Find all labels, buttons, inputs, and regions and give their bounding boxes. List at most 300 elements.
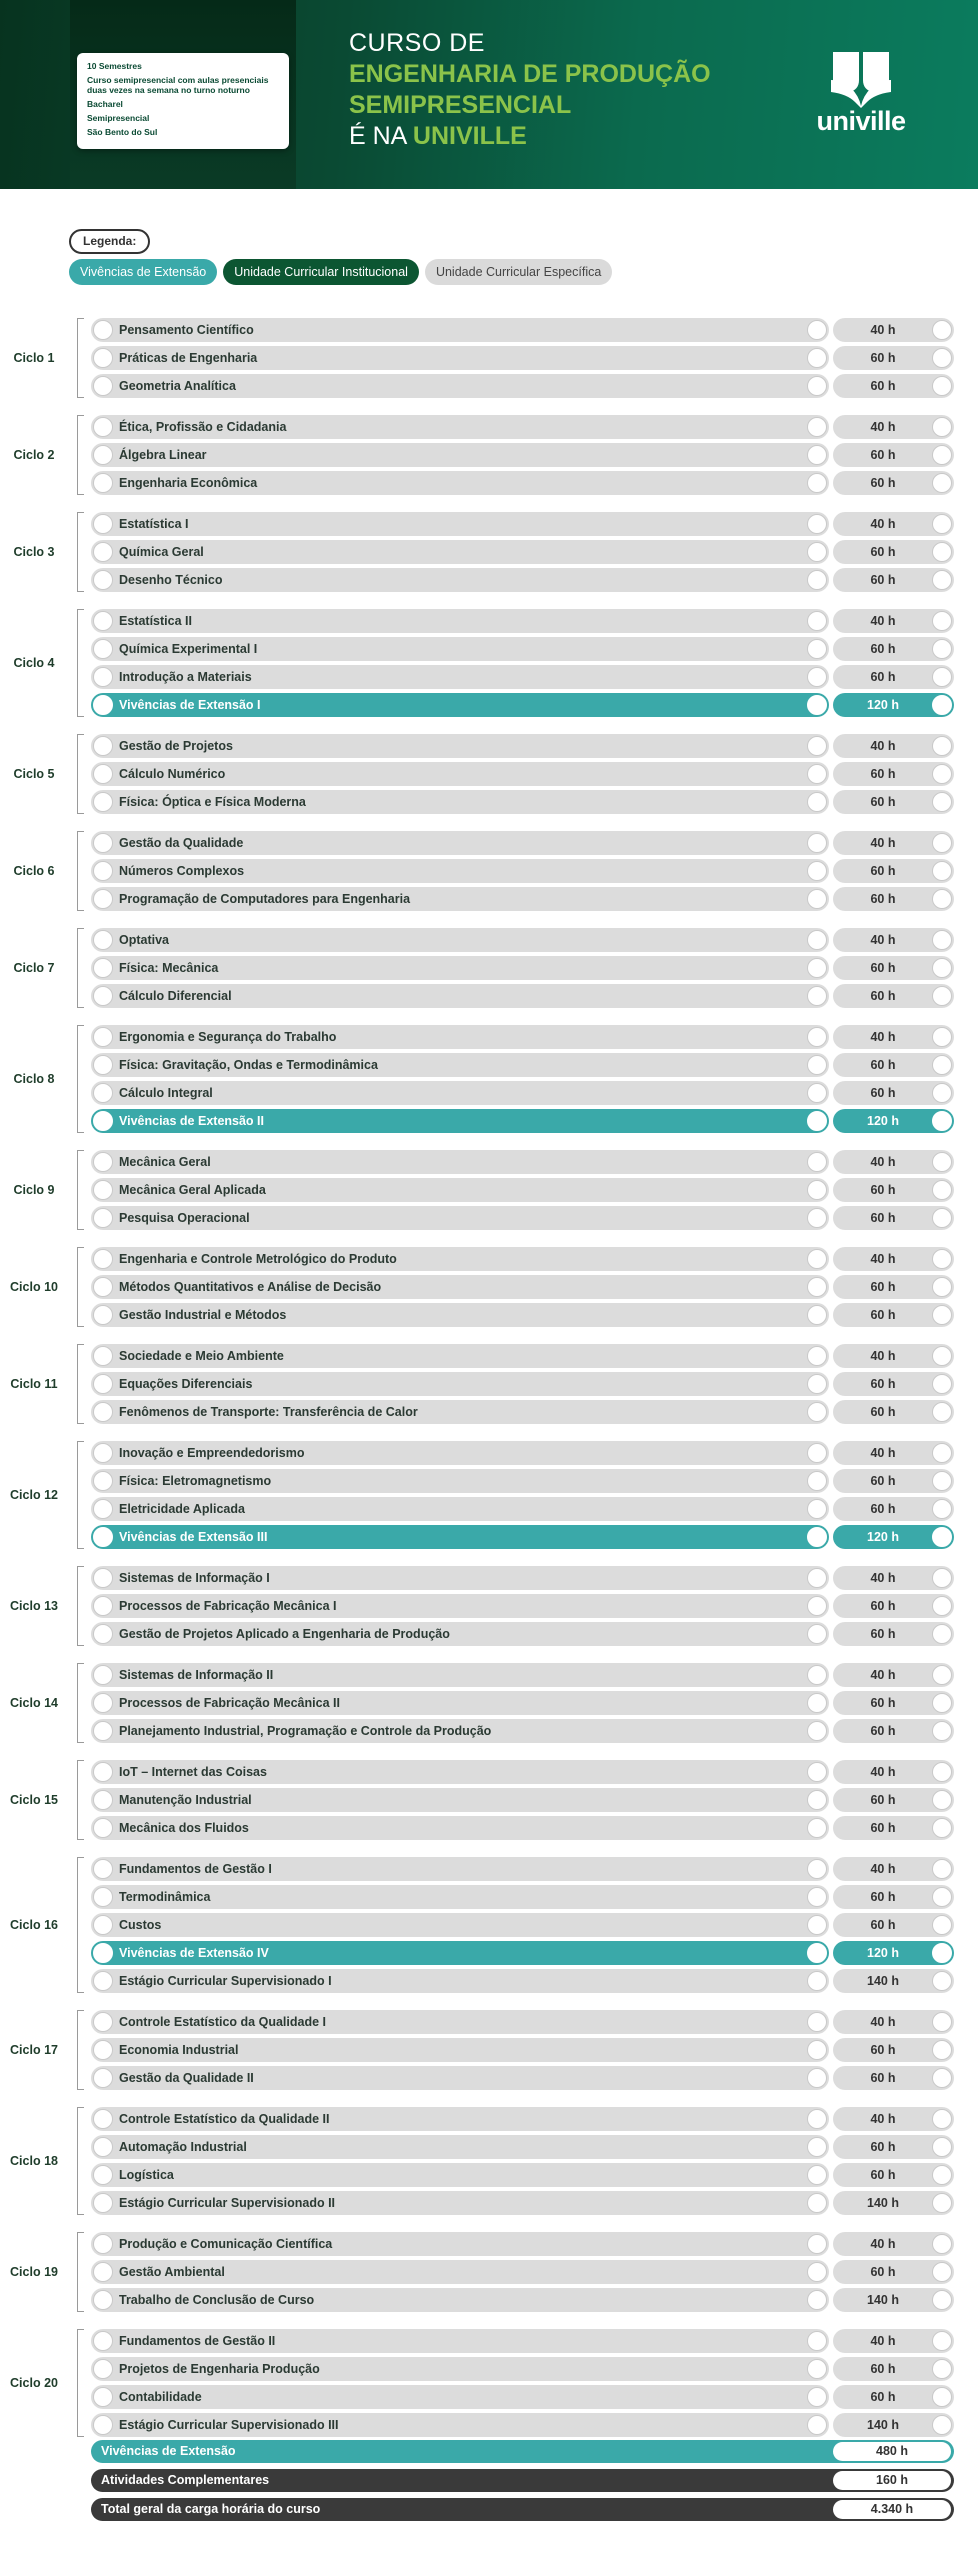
course-hours: 60 h	[870, 2265, 896, 2279]
course-bar	[91, 568, 829, 592]
course-row	[0, 760, 978, 788]
toggle-circle-icon	[807, 1527, 827, 1547]
toggle-circle-icon	[807, 889, 827, 909]
course-hours: 60 h	[870, 1308, 896, 1322]
cycle-label: Ciclo 9	[13, 1183, 55, 1197]
course-name: Cálculo Numérico	[119, 767, 226, 781]
toggle-circle-icon	[932, 1027, 952, 1047]
course-hours: 40 h	[870, 2015, 896, 2029]
course-hours: 60 h	[870, 1502, 896, 1516]
course-bar	[91, 374, 829, 398]
toggle-circle-icon	[932, 417, 952, 437]
course-row	[0, 1967, 978, 1995]
course-bar	[91, 609, 829, 633]
toggle-circle-icon	[807, 1443, 827, 1463]
toggle-circle-icon	[807, 1943, 827, 1963]
extension-course-row	[0, 1939, 978, 1967]
toggle-circle-icon	[807, 1971, 827, 1991]
hours-bar	[833, 1663, 954, 1687]
hours-bar	[833, 887, 954, 911]
toggle-circle-icon	[807, 1055, 827, 1075]
toggle-circle-icon	[932, 1971, 952, 1991]
hours-bar	[833, 734, 954, 758]
toggle-circle-icon	[932, 889, 952, 909]
hours-bar	[833, 2010, 954, 2034]
toggle-circle-icon	[93, 1665, 113, 1685]
course-bar	[91, 1760, 829, 1784]
course-hours: 60 h	[870, 2140, 896, 2154]
course-row	[0, 607, 978, 635]
hours-bar	[833, 1622, 954, 1646]
course-bar	[91, 984, 829, 1008]
course-row	[0, 2327, 978, 2355]
hours-bar	[833, 1525, 954, 1549]
course-bar	[91, 2010, 829, 2034]
toggle-circle-icon	[93, 833, 113, 853]
toggle-circle-icon	[93, 348, 113, 368]
toggle-circle-icon	[93, 1624, 113, 1644]
hours-bar	[833, 1275, 954, 1299]
toggle-circle-icon	[932, 2165, 952, 2185]
course-row	[0, 1342, 978, 1370]
cycle-block	[0, 1023, 978, 1135]
course-bar	[91, 1719, 829, 1743]
cycle-block	[0, 926, 978, 1010]
cycle-block	[0, 1661, 978, 1745]
course-name: Introdução a Materiais	[119, 670, 252, 684]
course-bar	[91, 1109, 829, 1133]
toggle-circle-icon	[932, 1443, 952, 1463]
hours-bar	[833, 1400, 954, 1424]
course-row	[0, 1148, 978, 1176]
course-name: Custos	[119, 1918, 162, 1932]
hours-bar	[833, 1816, 954, 1840]
toggle-circle-icon	[932, 833, 952, 853]
course-hours: 40 h	[870, 1349, 896, 1363]
toggle-circle-icon	[93, 2193, 113, 2213]
toggle-circle-icon	[932, 764, 952, 784]
course-name: Gestão da Qualidade II	[119, 2071, 254, 2085]
toggle-circle-icon	[93, 2068, 113, 2088]
course-hours: 60 h	[870, 448, 896, 462]
course-bar	[91, 2413, 829, 2437]
toggle-circle-icon	[93, 639, 113, 659]
hours-bar	[833, 1081, 954, 1105]
cycle-label: Ciclo 14	[10, 1696, 58, 1710]
toggle-circle-icon	[932, 2387, 952, 2407]
header-banner	[0, 0, 978, 189]
course-hours: 60 h	[870, 767, 896, 781]
hours-bar	[833, 2385, 954, 2409]
legend-title: Legenda:	[69, 229, 150, 254]
toggle-circle-icon	[93, 1346, 113, 1366]
course-row	[0, 1398, 978, 1426]
toggle-circle-icon	[807, 2012, 827, 2032]
toggle-circle-icon	[93, 473, 113, 493]
course-hours: 40 h	[870, 1668, 896, 1682]
toggle-circle-icon	[93, 1762, 113, 1782]
toggle-circle-icon	[807, 2415, 827, 2435]
extension-course-row	[0, 1107, 978, 1135]
toggle-circle-icon	[807, 736, 827, 756]
title-line-1: CURSO DE	[349, 29, 485, 57]
toggle-circle-icon	[807, 667, 827, 687]
cycle-block	[0, 1758, 978, 1842]
total-bar	[91, 2440, 954, 2463]
hours-bar	[833, 790, 954, 814]
course-name: Programação de Computadores para Engenharia	[119, 892, 411, 906]
course-row	[0, 1467, 978, 1495]
toggle-circle-icon	[93, 514, 113, 534]
course-hours: 60 h	[870, 351, 896, 365]
hours-bar	[833, 1053, 954, 1077]
course-row	[0, 2411, 978, 2439]
course-bar	[91, 1150, 829, 1174]
toggle-circle-icon	[807, 2137, 827, 2157]
total-value: 4.340 h	[833, 2500, 951, 2519]
hours-bar	[833, 1441, 954, 1465]
course-bar	[91, 1497, 829, 1521]
course-hours: 60 h	[870, 1280, 896, 1294]
toggle-circle-icon	[807, 2262, 827, 2282]
toggle-circle-icon	[93, 1152, 113, 1172]
course-hours: 60 h	[870, 1696, 896, 1710]
hours-bar	[833, 1719, 954, 1743]
toggle-circle-icon	[93, 1943, 113, 1963]
course-name: Álgebra Linear	[119, 448, 207, 462]
toggle-circle-icon	[93, 570, 113, 590]
course-name: Engenharia e Controle Metrológico do Produto	[119, 1252, 397, 1266]
total-label: Vivências de Extensão	[101, 2444, 236, 2458]
course-bar	[91, 1969, 829, 1993]
toggle-circle-icon	[807, 1818, 827, 1838]
cycle-block	[0, 607, 978, 719]
course-bar	[91, 637, 829, 661]
toggle-circle-icon	[93, 417, 113, 437]
cycle-block	[0, 2008, 978, 2092]
hours-bar	[833, 1941, 954, 1965]
toggle-circle-icon	[807, 639, 827, 659]
course-hours: 120 h	[867, 698, 899, 712]
course-name: Optativa	[119, 933, 170, 947]
course-row	[0, 732, 978, 760]
toggle-circle-icon	[807, 2290, 827, 2310]
course-row	[0, 2189, 978, 2217]
toggle-circle-icon	[807, 1665, 827, 1685]
course-bar	[91, 2107, 829, 2131]
course-hours: 60 h	[870, 2071, 896, 2085]
toggle-circle-icon	[932, 1208, 952, 1228]
toggle-circle-icon	[807, 445, 827, 465]
course-row	[0, 441, 978, 469]
course-row	[0, 1661, 978, 1689]
toggle-circle-icon	[807, 2040, 827, 2060]
hours-bar	[833, 1344, 954, 1368]
toggle-circle-icon	[807, 1346, 827, 1366]
course-bar	[91, 346, 829, 370]
toggle-circle-icon	[932, 2193, 952, 2213]
toggle-circle-icon	[932, 1499, 952, 1519]
course-row	[0, 1620, 978, 1648]
course-hours: 120 h	[867, 1114, 899, 1128]
total-row	[0, 2495, 978, 2524]
cycle-block	[0, 510, 978, 594]
course-hours: 60 h	[870, 864, 896, 878]
course-bar	[91, 512, 829, 536]
course-info-card	[77, 53, 289, 149]
course-name: Física: Gravitação, Ondas e Termodinâmica	[119, 1058, 378, 1072]
cycle-block	[0, 413, 978, 497]
toggle-circle-icon	[932, 2415, 952, 2435]
course-hours: 140 h	[867, 1974, 899, 1988]
toggle-circle-icon	[93, 1568, 113, 1588]
toggle-circle-icon	[932, 514, 952, 534]
toggle-circle-icon	[932, 1943, 952, 1963]
course-row	[0, 1245, 978, 1273]
toggle-circle-icon	[93, 2290, 113, 2310]
cycle-block	[0, 2327, 978, 2439]
hours-bar	[833, 1469, 954, 1493]
hours-bar	[833, 1150, 954, 1174]
toggle-circle-icon	[93, 1208, 113, 1228]
toggle-circle-icon	[932, 2234, 952, 2254]
course-row	[0, 829, 978, 857]
toggle-circle-icon	[93, 1277, 113, 1297]
toggle-circle-icon	[807, 833, 827, 853]
toggle-circle-icon	[932, 2137, 952, 2157]
toggle-circle-icon	[93, 1305, 113, 1325]
hours-bar	[833, 471, 954, 495]
course-name: Produção e Comunicação Científica	[119, 2237, 333, 2251]
toggle-circle-icon	[932, 792, 952, 812]
toggle-circle-icon	[932, 1111, 952, 1131]
toggle-circle-icon	[932, 2359, 952, 2379]
course-bar	[91, 1344, 829, 1368]
toggle-circle-icon	[93, 2331, 113, 2351]
course-row	[0, 1023, 978, 1051]
course-name: Cálculo Integral	[119, 1086, 213, 1100]
toggle-circle-icon	[807, 1568, 827, 1588]
extension-course-row	[0, 691, 978, 719]
course-row	[0, 788, 978, 816]
course-name: Física: Óptica e Física Moderna	[119, 795, 306, 809]
course-hours: 40 h	[870, 517, 896, 531]
legend-extension: Vivências de Extensão	[69, 259, 217, 285]
course-hours: 40 h	[870, 836, 896, 850]
course-name: Mecânica Geral Aplicada	[119, 1183, 266, 1197]
course-bar	[91, 2232, 829, 2256]
course-bar	[91, 1469, 829, 1493]
course-hours: 60 h	[870, 1086, 896, 1100]
hours-bar	[833, 762, 954, 786]
course-name: Física: Eletromagnetismo	[119, 1474, 272, 1488]
toggle-circle-icon	[807, 2109, 827, 2129]
hours-bar	[833, 637, 954, 661]
course-row	[0, 1883, 978, 1911]
hours-bar	[833, 1372, 954, 1396]
hours-bar	[833, 2413, 954, 2437]
course-row	[0, 2105, 978, 2133]
total-bar	[91, 2498, 954, 2521]
toggle-circle-icon	[932, 1624, 952, 1644]
toggle-circle-icon	[932, 1152, 952, 1172]
hours-bar	[833, 859, 954, 883]
toggle-circle-icon	[932, 736, 952, 756]
course-bar	[91, 790, 829, 814]
course-name: Automação Industrial	[119, 2140, 247, 2154]
course-name: Sistemas de Informação II	[119, 1668, 274, 1682]
course-hours: 40 h	[870, 1446, 896, 1460]
toggle-circle-icon	[807, 1762, 827, 1782]
course-row	[0, 1758, 978, 1786]
course-name: Gestão Industrial e Métodos	[119, 1308, 287, 1322]
toggle-circle-icon	[93, 2137, 113, 2157]
toggle-circle-icon	[807, 611, 827, 631]
course-name: Sistemas de Informação I	[119, 1571, 270, 1585]
toggle-circle-icon	[932, 1346, 952, 1366]
toggle-circle-icon	[807, 695, 827, 715]
course-row	[0, 538, 978, 566]
toggle-circle-icon	[932, 1083, 952, 1103]
cycle-block	[0, 1855, 978, 1995]
course-row	[0, 510, 978, 538]
toggle-circle-icon	[93, 2262, 113, 2282]
course-bar	[91, 1857, 829, 1881]
course-hours: 60 h	[870, 1793, 896, 1807]
toggle-circle-icon	[93, 542, 113, 562]
toggle-circle-icon	[93, 2387, 113, 2407]
course-hours: 60 h	[870, 379, 896, 393]
toggle-circle-icon	[932, 667, 952, 687]
course-name: Termodinâmica	[119, 1890, 211, 1904]
course-hours: 60 h	[870, 1627, 896, 1641]
toggle-circle-icon	[932, 1180, 952, 1200]
toggle-circle-icon	[807, 1374, 827, 1394]
course-bar	[91, 831, 829, 855]
course-row	[0, 2036, 978, 2064]
course-name: Ética, Profissão e Cidadania	[119, 420, 287, 434]
course-bar	[91, 2191, 829, 2215]
course-hours: 60 h	[870, 1724, 896, 1738]
toggle-circle-icon	[932, 1596, 952, 1616]
course-hours: 60 h	[870, 2362, 896, 2376]
course-hours: 60 h	[870, 1890, 896, 1904]
hours-bar	[833, 1885, 954, 1909]
course-name: Controle Estatístico da Qualidade I	[119, 2015, 326, 2029]
course-hours: 60 h	[870, 2043, 896, 2057]
course-name: Métodos Quantitativos e Análise de Decisão	[119, 1280, 382, 1294]
toggle-circle-icon	[93, 1721, 113, 1741]
course-row	[0, 1592, 978, 1620]
cycle-label: Ciclo 11	[10, 1377, 58, 1391]
toggle-circle-icon	[807, 764, 827, 784]
toggle-circle-icon	[807, 1693, 827, 1713]
toggle-circle-icon	[807, 1180, 827, 1200]
hours-bar	[833, 1691, 954, 1715]
toggle-circle-icon	[932, 1277, 952, 1297]
course-hours: 60 h	[870, 670, 896, 684]
cycle-label: Ciclo 12	[10, 1488, 58, 1502]
course-bar	[91, 1691, 829, 1715]
course-name: Vivências de Extensão I	[119, 698, 261, 712]
toggle-circle-icon	[932, 1721, 952, 1741]
course-row	[0, 2355, 978, 2383]
toggle-circle-icon	[807, 2387, 827, 2407]
total-label: Total geral da carga horária do curso	[101, 2502, 321, 2516]
course-bar	[91, 1885, 829, 1909]
course-name: Inovação e Empreendedorismo	[119, 1446, 305, 1460]
toggle-circle-icon	[807, 1915, 827, 1935]
toggle-circle-icon	[807, 2193, 827, 2213]
legend	[69, 259, 612, 285]
toggle-circle-icon	[807, 1471, 827, 1491]
hours-bar	[833, 1566, 954, 1590]
course-hours: 140 h	[867, 2418, 899, 2432]
course-name: Equações Diferenciais	[119, 1377, 253, 1391]
toggle-circle-icon	[93, 1915, 113, 1935]
univille-logo	[815, 50, 907, 137]
course-name: Estatística I	[119, 517, 189, 531]
hours-bar	[833, 984, 954, 1008]
course-hours: 40 h	[870, 2112, 896, 2126]
course-row	[0, 2286, 978, 2314]
toggle-circle-icon	[807, 2359, 827, 2379]
total-value: 160 h	[833, 2471, 951, 2490]
course-bar	[91, 1788, 829, 1812]
course-bar	[91, 1053, 829, 1077]
course-bar	[91, 540, 829, 564]
course-bar	[91, 1525, 829, 1549]
course-hours: 60 h	[870, 989, 896, 1003]
cycle-block	[0, 732, 978, 816]
course-hours: 60 h	[870, 1599, 896, 1613]
course-hours: 40 h	[870, 1155, 896, 1169]
course-bar	[91, 665, 829, 689]
legend-institutional: Unidade Curricular Institucional	[223, 259, 419, 285]
toggle-circle-icon	[807, 1305, 827, 1325]
toggle-circle-icon	[93, 1402, 113, 1422]
info-city: São Bento do Sul	[87, 127, 158, 137]
hours-bar	[833, 2066, 954, 2090]
hours-bar	[833, 1760, 954, 1784]
toggle-circle-icon	[807, 2234, 827, 2254]
toggle-circle-icon	[93, 2234, 113, 2254]
course-name: Vivências de Extensão II	[119, 1114, 264, 1128]
toggle-circle-icon	[93, 2415, 113, 2435]
course-name: Gestão Ambiental	[119, 2265, 225, 2279]
toggle-circle-icon	[93, 1971, 113, 1991]
course-row	[0, 1204, 978, 1232]
course-bar	[91, 1663, 829, 1687]
logo-wordmark: univille	[816, 106, 906, 136]
toggle-circle-icon	[807, 417, 827, 437]
course-hours: 40 h	[870, 933, 896, 947]
total-bar	[91, 2469, 954, 2492]
course-row	[0, 857, 978, 885]
toggle-circle-icon	[932, 320, 952, 340]
course-hours: 40 h	[870, 1571, 896, 1585]
course-row	[0, 1786, 978, 1814]
hours-bar	[833, 512, 954, 536]
course-hours: 60 h	[870, 1918, 896, 1932]
hours-bar	[833, 1109, 954, 1133]
course-bar	[91, 1594, 829, 1618]
course-row	[0, 1370, 978, 1398]
course-bar	[91, 2260, 829, 2284]
cycle-label: Ciclo 20	[10, 2376, 58, 2390]
course-name: Práticas de Engenharia	[119, 351, 258, 365]
toggle-circle-icon	[932, 639, 952, 659]
